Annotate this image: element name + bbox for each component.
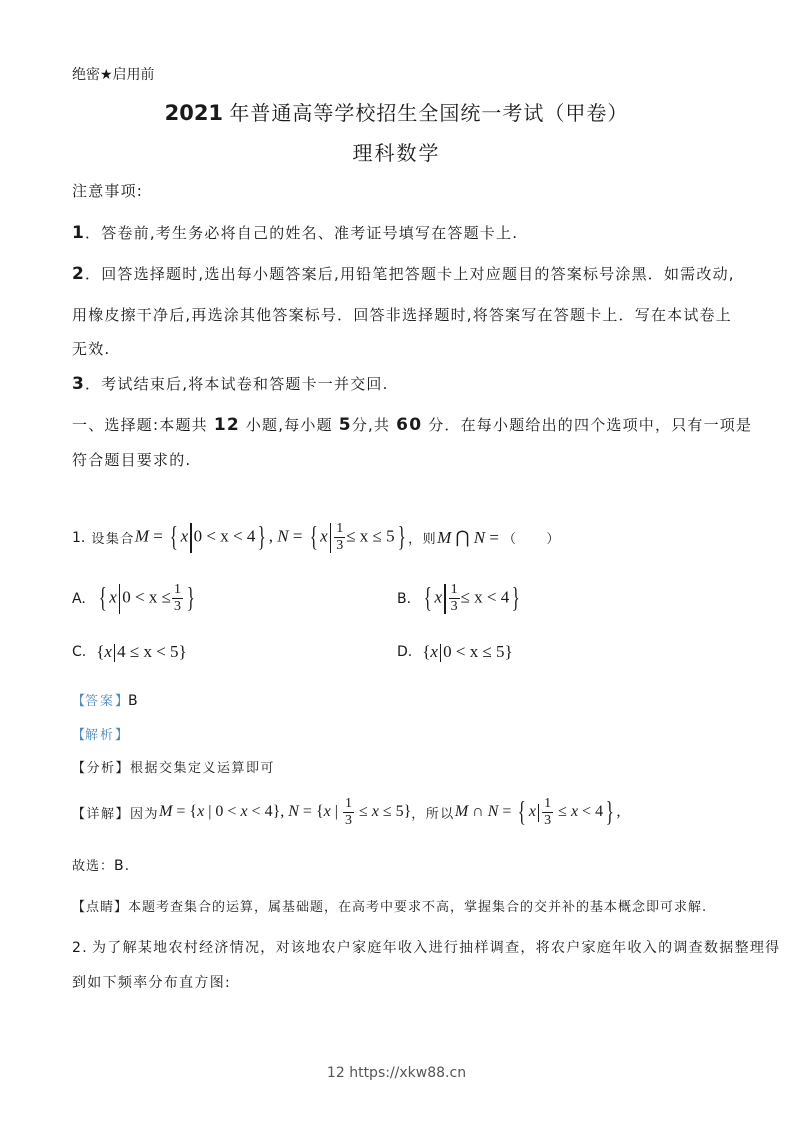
footer-url: https://xkw88.cn [349,1065,467,1081]
set-m-expr: M = { x 0 < x < 4} , N = { x $\frac{1}{3}$ ≤ x ≤ 5} [134,521,406,553]
notice-item-2-line3: 无效. [72,340,111,358]
answer-value: B [128,693,138,709]
notice-item-2: 2．回答选择题时,选出每小题答案后,用铅笔把答题卡上对应题目的答案标号涂黑．如需改动, [72,264,735,284]
detail-row: 【详解】因为 M = {x | 0 < x < 4}, N = {x | $\frac{1}{3}$ ≤ x ≤ 5} ，所以 M ∩ N = { x $\frac{1}{3}$ ≤ x < 4} , [72,796,621,828]
answer-row: 【答案】B [72,693,138,709]
option-c: C. {x 4 ≤ x < 5} [72,642,187,661]
option-b: B. { x $\frac{1}{3}$ ≤ x < 4} [397,582,520,614]
secret-mark: 绝密★启用前 [72,67,155,83]
intersection-expr: M ⋂ N = [437,527,499,547]
question-1-stem: 1. 设集合 M = { x 0 < x < 4} , N = { x $\frac{1}{3}$ ≤ x ≤ 5} ，则 M ⋂ N = （ ） [72,521,561,553]
option-d: D. {x 0 < x ≤ 5} [397,642,513,661]
title-year: 2021 [164,101,224,125]
notice-item-1: 1．答卷前,考生务必将自己的姓名、准考证号填写在答题卡上. [72,223,519,243]
page-number: 12 [326,1065,345,1081]
option-a: A. { x 0 < x ≤ $\frac{1}{3}$ } [72,582,195,614]
notice-heading: 注意事项: [72,182,144,200]
question-2-stem: 2. 为了解某地农村经济情况，对该地农户家庭年收入进行抽样调查，将农户家庭年收入的调查数据整理得 [72,940,781,956]
question-2-stem-line2: 到如下频率分布直方图: [72,975,232,991]
notice-item-3: 3．考试结束后,将本试卷和答题卡一并交回. [72,374,389,394]
conclusion-row: 故选：B. [72,858,131,874]
notice-item-2-line2: 用橡皮擦干净后,再选涂其他答案标号．回答非选择题时,将答案写在答题卡上．写在本试卷上 [72,306,732,324]
fenxi-row: 【分析】根据交集定义运算即可 [72,761,276,776]
page-title [0,97,793,126]
page-subtitle: 理科数学 [352,141,441,165]
analysis-heading: 【解析】 [72,728,129,743]
page-footer [0,1065,793,1081]
title-text: 年普通高等学校招生全国统一考试（甲卷） [229,101,629,125]
answer-blank: （ ） [502,532,561,547]
section-instructions: 一、选择题:本题共 12 小题,每小题 5分,共 60 分．在每小题给出的四个选项中，只有一项是 [72,415,753,435]
section-instructions-line2: 符合题目要求的. [72,451,192,469]
comment-row: 【点睛】本题考查集合的运算，属基础题，在高考中要求不高，掌握集合的交并补的基本概念即可求解. [72,900,708,915]
